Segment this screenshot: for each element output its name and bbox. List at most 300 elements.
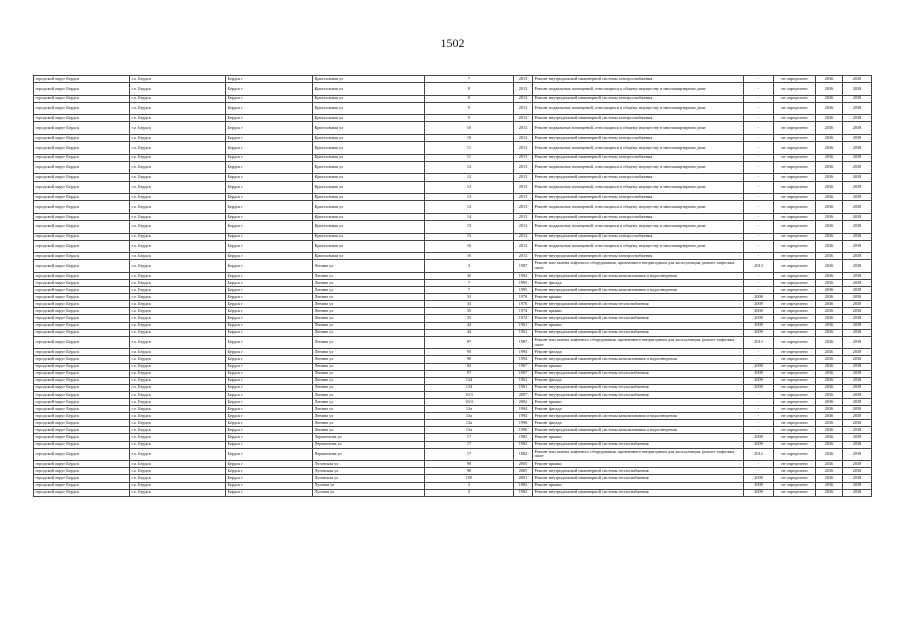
cell-cost: не определено bbox=[774, 154, 816, 161]
cell-district: г.о. Бердск bbox=[130, 482, 226, 489]
cell-build-year: 1995 bbox=[514, 279, 533, 286]
cell-start-year: 2036 bbox=[816, 413, 843, 420]
cell-build-year: 1996 bbox=[514, 420, 533, 427]
cell-work-type: Ремонт подвальных помещений, относящихся к общему имуществу в многоквартирном доме bbox=[533, 220, 744, 233]
cell-house-number: 33 bbox=[425, 301, 514, 308]
cell-end-year: 2038 bbox=[843, 427, 872, 434]
cell-start-year: 2036 bbox=[816, 115, 843, 122]
table-row bbox=[34, 377, 872, 384]
cell-work-type: Ремонт подвальных помещений, относящихся к общему имуществу в многоквартирном доме bbox=[533, 122, 744, 135]
cell-municipality: городской округ Бердск bbox=[34, 253, 130, 260]
cell-house-number: 14 bbox=[425, 213, 514, 220]
cell-district: г.о. Бердск bbox=[130, 434, 226, 441]
cell-build-year: 1994 bbox=[514, 406, 533, 413]
cell-city: Бердск г bbox=[226, 301, 313, 308]
cell-municipality: городской округ Бердск bbox=[34, 356, 130, 363]
cell-cost: не определено bbox=[774, 95, 816, 102]
cell-municipality: городской округ Бердск bbox=[34, 475, 130, 482]
cell-municipality: городской округ Бердск bbox=[34, 220, 130, 233]
cell-district: г.о. Бердск bbox=[130, 83, 226, 96]
cell-build-year: 1994 bbox=[514, 349, 533, 356]
cell-district: г.о. Бердск bbox=[130, 174, 226, 181]
cell-street: Лермонтова ул bbox=[313, 441, 425, 448]
cell-street: Ленина ул bbox=[313, 329, 425, 336]
cell-work-type: Ремонт внутридомовой инженерной системы электроснабжения bbox=[533, 253, 744, 260]
cell-city: Бердск г bbox=[226, 154, 313, 161]
cell-build-year: 1994 bbox=[514, 356, 533, 363]
cell-street: Ленина ул bbox=[313, 336, 425, 349]
cell-district: г.о. Бердск bbox=[130, 315, 226, 322]
cell-work-type: Ремонт внутридомовой инженерной системы теплоснабжения bbox=[533, 301, 744, 308]
cell-cost: не определено bbox=[774, 240, 816, 253]
cell-municipality: городской округ Бердск bbox=[34, 174, 130, 181]
cell-municipality: городской округ Бердск bbox=[34, 102, 130, 115]
cell-last-repair-year: - bbox=[744, 349, 774, 356]
cell-district: г.о. Бердск bbox=[130, 253, 226, 260]
cell-municipality: городской округ Бердск bbox=[34, 161, 130, 174]
table-row bbox=[34, 240, 872, 253]
cell-last-repair-year: - bbox=[744, 213, 774, 220]
cell-work-type: Ремонт внутридомовой инженерной системы канализования и водоотведения bbox=[533, 413, 744, 420]
cell-street: Кристальная ул bbox=[313, 76, 425, 83]
cell-cost: не определено bbox=[774, 279, 816, 286]
cell-start-year: 2036 bbox=[816, 135, 843, 142]
cell-municipality: городской округ Бердск bbox=[34, 213, 130, 220]
cell-district: г.о. Бердск bbox=[130, 468, 226, 475]
table-row bbox=[34, 294, 872, 301]
cell-work-type: Ремонт внутридомовой инженерной системы теплоснабжения bbox=[533, 370, 744, 377]
cell-house-number: 2 bbox=[425, 482, 514, 489]
cell-municipality: городской округ Бердск bbox=[34, 413, 130, 420]
cell-municipality: городской округ Бердск bbox=[34, 427, 130, 434]
cell-municipality: городской округ Бердск bbox=[34, 315, 130, 322]
cell-build-year: 1982 bbox=[514, 448, 533, 461]
cell-municipality: городской округ Бердск bbox=[34, 482, 130, 489]
cell-street: Кристальная ул bbox=[313, 154, 425, 161]
cell-municipality: городской округ Бердск bbox=[34, 260, 130, 273]
cell-start-year: 2036 bbox=[816, 95, 843, 102]
cell-district: г.о. Бердск bbox=[130, 427, 226, 434]
cell-city: Бердск г bbox=[226, 489, 313, 496]
cell-district: г.о. Бердск bbox=[130, 287, 226, 294]
cell-district: г.о. Бердск bbox=[130, 135, 226, 142]
cell-city: Бердск г bbox=[226, 95, 313, 102]
cell-last-repair-year: 2012 bbox=[744, 448, 774, 461]
cell-last-repair-year: - bbox=[744, 194, 774, 201]
cell-house-number: 13а bbox=[425, 406, 514, 413]
cell-city: Бердск г bbox=[226, 260, 313, 273]
cell-cost: не определено bbox=[774, 272, 816, 279]
cell-last-repair-year: - bbox=[744, 420, 774, 427]
cell-work-type: Ремонт крыши bbox=[533, 461, 744, 468]
cell-municipality: городской округ Бердск bbox=[34, 287, 130, 294]
cell-street: Ленина ул bbox=[313, 384, 425, 391]
cell-work-type: Ремонт подвальных помещений, относящихся к общему имуществу в многоквартирном доме bbox=[533, 102, 744, 115]
cell-street: Ленина ул bbox=[313, 315, 425, 322]
cell-last-repair-year: - bbox=[744, 122, 774, 135]
cell-end-year: 2038 bbox=[843, 181, 872, 194]
cell-start-year: 2036 bbox=[816, 461, 843, 468]
cell-work-type: Ремонт подвальных помещений, относящихся к общему имуществу в многоквартирном доме bbox=[533, 161, 744, 174]
cell-build-year: 1996 bbox=[514, 427, 533, 434]
cell-city: Бердск г bbox=[226, 294, 313, 301]
cell-municipality: городской округ Бердск bbox=[34, 336, 130, 349]
cell-house-number: 8 bbox=[425, 83, 514, 96]
cell-municipality: городской округ Бердск bbox=[34, 420, 130, 427]
cell-cost: не определено bbox=[774, 301, 816, 308]
table-row bbox=[34, 253, 872, 260]
cell-end-year: 2038 bbox=[843, 154, 872, 161]
cell-work-type: Ремонт внутридомовой инженерной системы электроснабжения bbox=[533, 95, 744, 102]
cell-city: Бердск г bbox=[226, 349, 313, 356]
cell-start-year: 2036 bbox=[816, 356, 843, 363]
cell-last-repair-year: - bbox=[744, 398, 774, 405]
cell-street: Луговая ул bbox=[313, 482, 425, 489]
cell-municipality: городской округ Бердск bbox=[34, 279, 130, 286]
cell-street: Кристальная ул bbox=[313, 220, 425, 233]
cell-city: Бердск г bbox=[226, 161, 313, 174]
cell-work-type: Ремонт или замена лифтового оборудования, признанного непригодным для эксплуатации, ремонт лифтовых шахт bbox=[533, 336, 744, 349]
cell-end-year: 2038 bbox=[843, 174, 872, 181]
cell-house-number: 15 bbox=[425, 233, 514, 240]
cell-street: Ленина ул bbox=[313, 427, 425, 434]
cell-start-year: 2036 bbox=[816, 76, 843, 83]
cell-build-year: 1974 bbox=[514, 315, 533, 322]
table-row bbox=[34, 315, 872, 322]
cell-district: г.о. Бердск bbox=[130, 161, 226, 174]
cell-cost: не определено bbox=[774, 315, 816, 322]
cell-district: г.о. Бердск bbox=[130, 413, 226, 420]
cell-start-year: 2036 bbox=[816, 233, 843, 240]
cell-start-year: 2036 bbox=[816, 427, 843, 434]
table-row bbox=[34, 272, 872, 279]
cell-start-year: 2036 bbox=[816, 308, 843, 315]
cell-start-year: 2036 bbox=[816, 384, 843, 391]
table-row bbox=[34, 398, 872, 405]
cell-district: г.о. Бердск bbox=[130, 301, 226, 308]
cell-start-year: 2036 bbox=[816, 315, 843, 322]
table-row bbox=[34, 287, 872, 294]
cell-municipality: городской округ Бердск bbox=[34, 272, 130, 279]
cell-house-number: 13 bbox=[425, 194, 514, 201]
cell-work-type: Ремонт или замена лифтового оборудования, признанного непригодным для эксплуатации, ремонт лифтовых шахт bbox=[533, 260, 744, 273]
cell-district: г.о. Бердск bbox=[130, 420, 226, 427]
cell-start-year: 2036 bbox=[816, 391, 843, 398]
cell-city: Бердск г bbox=[226, 434, 313, 441]
cell-district: г.о. Бердск bbox=[130, 95, 226, 102]
table-row bbox=[34, 102, 872, 115]
cell-start-year: 2036 bbox=[816, 260, 843, 273]
table-row bbox=[34, 194, 872, 201]
cell-street: Ленина ул bbox=[313, 370, 425, 377]
cell-build-year: 1961 bbox=[514, 329, 533, 336]
cell-start-year: 2036 bbox=[816, 83, 843, 96]
cell-start-year: 2036 bbox=[816, 363, 843, 370]
cell-district: г.о. Бердск bbox=[130, 406, 226, 413]
cell-street: Ленина ул bbox=[313, 301, 425, 308]
cell-start-year: 2036 bbox=[816, 181, 843, 194]
cell-work-type: Ремонт крыши bbox=[533, 482, 744, 489]
cell-municipality: городской округ Бердск bbox=[34, 240, 130, 253]
cell-city: Бердск г bbox=[226, 308, 313, 315]
cell-last-repair-year: - bbox=[744, 233, 774, 240]
cell-municipality: городской округ Бердск bbox=[34, 384, 130, 391]
cell-district: г.о. Бердск bbox=[130, 181, 226, 194]
cell-last-repair-year: - bbox=[744, 240, 774, 253]
table-row bbox=[34, 406, 872, 413]
cell-end-year: 2038 bbox=[843, 122, 872, 135]
cell-house-number: 7 bbox=[425, 287, 514, 294]
table-row bbox=[34, 391, 872, 398]
cell-house-number: 17 bbox=[425, 434, 514, 441]
cell-end-year: 2038 bbox=[843, 260, 872, 273]
cell-municipality: городской округ Бердск bbox=[34, 301, 130, 308]
cell-street: Ленина ул bbox=[313, 398, 425, 405]
cell-city: Бердск г bbox=[226, 287, 313, 294]
cell-district: г.о. Бердск bbox=[130, 213, 226, 220]
cell-city: Бердск г bbox=[226, 384, 313, 391]
cell-build-year: 2013 bbox=[514, 181, 533, 194]
cell-last-repair-year: 2013 bbox=[744, 336, 774, 349]
table-row bbox=[34, 468, 872, 475]
cell-street: Кристальная ул bbox=[313, 122, 425, 135]
cell-street: Ленина ул bbox=[313, 279, 425, 286]
cell-cost: не определено bbox=[774, 398, 816, 405]
cell-street: Кристальная ул bbox=[313, 174, 425, 181]
cell-cost: не определено bbox=[774, 384, 816, 391]
cell-end-year: 2038 bbox=[843, 448, 872, 461]
cell-work-type: Ремонт внутридомовой инженерной системы теплоснабжения bbox=[533, 441, 744, 448]
cell-street: Ленина ул bbox=[313, 308, 425, 315]
cell-work-type: Ремонт внутридомовой инженерной системы канализования и водоотведения bbox=[533, 356, 744, 363]
cell-start-year: 2036 bbox=[816, 377, 843, 384]
cell-last-repair-year: 2008 bbox=[744, 315, 774, 322]
cell-end-year: 2038 bbox=[843, 308, 872, 315]
cell-city: Бердск г bbox=[226, 329, 313, 336]
cell-municipality: городской округ Бердск bbox=[34, 391, 130, 398]
cell-street: Ленина ул bbox=[313, 391, 425, 398]
cell-last-repair-year: 2008 bbox=[744, 434, 774, 441]
cell-last-repair-year: - bbox=[744, 356, 774, 363]
cell-street: Кристальная ул bbox=[313, 102, 425, 115]
cell-district: г.о. Бердск bbox=[130, 233, 226, 240]
cell-city: Бердск г bbox=[226, 135, 313, 142]
cell-street: Кристальная ул bbox=[313, 83, 425, 96]
cell-work-type: Ремонт подвальных помещений, относящихся к общему имуществу в многоквартирном доме bbox=[533, 83, 744, 96]
cell-last-repair-year: - bbox=[744, 135, 774, 142]
cell-end-year: 2038 bbox=[843, 413, 872, 420]
cell-house-number: 3 bbox=[425, 260, 514, 273]
repair-schedule-table bbox=[33, 75, 872, 497]
cell-build-year: 1987 bbox=[514, 260, 533, 273]
cell-build-year: 2013 bbox=[514, 194, 533, 201]
table-row bbox=[34, 336, 872, 349]
cell-end-year: 2038 bbox=[843, 253, 872, 260]
cell-build-year: 2013 bbox=[514, 142, 533, 155]
cell-work-type: Ремонт подвальных помещений, относящихся к общему имуществу в многоквартирном доме bbox=[533, 181, 744, 194]
cell-start-year: 2036 bbox=[816, 220, 843, 233]
cell-start-year: 2036 bbox=[816, 240, 843, 253]
cell-house-number: 35 bbox=[425, 315, 514, 322]
cell-district: г.о. Бердск bbox=[130, 294, 226, 301]
cell-district: г.о. Бердск bbox=[130, 220, 226, 233]
cell-work-type: Ремонт внутридомовой инженерной системы электроснабжения bbox=[533, 135, 744, 142]
cell-district: г.о. Бердск bbox=[130, 349, 226, 356]
cell-work-type: Ремонт внутридомовой инженерной системы теплоснабжения bbox=[533, 315, 744, 322]
cell-street: Ленина ул bbox=[313, 377, 425, 384]
table-row bbox=[34, 135, 872, 142]
cell-build-year: 2007 bbox=[514, 391, 533, 398]
cell-end-year: 2038 bbox=[843, 272, 872, 279]
cell-build-year: 2002 bbox=[514, 398, 533, 405]
cell-end-year: 2038 bbox=[843, 213, 872, 220]
cell-start-year: 2036 bbox=[816, 468, 843, 475]
cell-municipality: городской округ Бердск bbox=[34, 377, 130, 384]
cell-municipality: городской округ Бердск bbox=[34, 448, 130, 461]
cell-last-repair-year: 2008 bbox=[744, 363, 774, 370]
cell-municipality: городской округ Бердск bbox=[34, 406, 130, 413]
cell-district: г.о. Бердск bbox=[130, 272, 226, 279]
cell-end-year: 2038 bbox=[843, 194, 872, 201]
cell-end-year: 2038 bbox=[843, 363, 872, 370]
table-row bbox=[34, 349, 872, 356]
cell-end-year: 2038 bbox=[843, 434, 872, 441]
cell-district: г.о. Бердск bbox=[130, 279, 226, 286]
cell-start-year: 2036 bbox=[816, 448, 843, 461]
cell-end-year: 2038 bbox=[843, 95, 872, 102]
cell-last-repair-year: 2008 bbox=[744, 294, 774, 301]
cell-house-number: 33 bbox=[425, 294, 514, 301]
cell-house-number: 92 bbox=[425, 363, 514, 370]
cell-last-repair-year: 2008 bbox=[744, 384, 774, 391]
cell-end-year: 2038 bbox=[843, 482, 872, 489]
cell-work-type: Ремонт фасада bbox=[533, 349, 744, 356]
cell-municipality: городской округ Бердск bbox=[34, 135, 130, 142]
cell-house-number: 10/3 bbox=[425, 391, 514, 398]
cell-cost: не определено bbox=[774, 363, 816, 370]
cell-cost: не определено bbox=[774, 287, 816, 294]
cell-last-repair-year: 2008 bbox=[744, 301, 774, 308]
cell-start-year: 2036 bbox=[816, 420, 843, 427]
cell-build-year: 2013 bbox=[514, 161, 533, 174]
cell-street: Ленина ул bbox=[313, 363, 425, 370]
cell-build-year: 1994 bbox=[514, 272, 533, 279]
cell-last-repair-year: - bbox=[744, 174, 774, 181]
cell-city: Бердск г bbox=[226, 468, 313, 475]
cell-end-year: 2038 bbox=[843, 336, 872, 349]
cell-street: Луговская ул bbox=[313, 475, 425, 482]
cell-district: г.о. Бердск bbox=[130, 475, 226, 482]
cell-city: Бердск г bbox=[226, 181, 313, 194]
cell-start-year: 2036 bbox=[816, 174, 843, 181]
cell-work-type: Ремонт внутридомовой инженерной системы теплоснабжения bbox=[533, 475, 744, 482]
cell-municipality: городской округ Бердск bbox=[34, 95, 130, 102]
cell-city: Бердск г bbox=[226, 279, 313, 286]
cell-street: Кристальная ул bbox=[313, 181, 425, 194]
cell-work-type: Ремонт фасада bbox=[533, 420, 744, 427]
table-row bbox=[34, 441, 872, 448]
cell-build-year: 1982 bbox=[514, 482, 533, 489]
cell-start-year: 2036 bbox=[816, 102, 843, 115]
cell-last-repair-year: 2008 bbox=[744, 329, 774, 336]
cell-house-number: 12 bbox=[425, 161, 514, 174]
cell-house-number: 11 bbox=[425, 154, 514, 161]
table-row bbox=[34, 384, 872, 391]
cell-last-repair-year: - bbox=[744, 76, 774, 83]
cell-build-year: 2013 bbox=[514, 122, 533, 135]
cell-start-year: 2036 bbox=[816, 489, 843, 496]
cell-build-year: 2013 bbox=[514, 95, 533, 102]
cell-house-number: 2 bbox=[425, 489, 514, 496]
cell-city: Бердск г bbox=[226, 83, 313, 96]
cell-work-type: Ремонт подвальных помещений, относящихся к общему имуществу в многоквартирном доме bbox=[533, 240, 744, 253]
cell-last-repair-year: - bbox=[744, 181, 774, 194]
cell-work-type: Ремонт крыши bbox=[533, 398, 744, 405]
cell-work-type: Ремонт внутридомовой инженерной системы электроснабжения bbox=[533, 194, 744, 201]
cell-build-year: 2005 bbox=[514, 468, 533, 475]
table-row bbox=[34, 95, 872, 102]
cell-work-type: Ремонт крыши bbox=[533, 308, 744, 315]
cell-cost: не определено bbox=[774, 427, 816, 434]
cell-cost: не определено bbox=[774, 413, 816, 420]
cell-district: г.о. Бердск bbox=[130, 240, 226, 253]
cell-house-number: 90 bbox=[425, 356, 514, 363]
cell-city: Бердск г bbox=[226, 272, 313, 279]
cell-municipality: городской округ Бердск bbox=[34, 434, 130, 441]
cell-cost: не определено bbox=[774, 356, 816, 363]
cell-city: Бердск г bbox=[226, 240, 313, 253]
cell-house-number: 9 bbox=[425, 115, 514, 122]
cell-cost: не определено bbox=[774, 441, 816, 448]
cell-build-year: 2013 bbox=[514, 253, 533, 260]
table-row bbox=[34, 233, 872, 240]
cell-city: Бердск г bbox=[226, 213, 313, 220]
table-row bbox=[34, 154, 872, 161]
cell-build-year: 2005 bbox=[514, 461, 533, 468]
cell-end-year: 2038 bbox=[843, 441, 872, 448]
cell-end-year: 2038 bbox=[843, 356, 872, 363]
cell-build-year: 1976 bbox=[514, 301, 533, 308]
cell-district: г.о. Бердск bbox=[130, 384, 226, 391]
cell-work-type: Ремонт внутридомовой инженерной системы электроснабжения bbox=[533, 233, 744, 240]
cell-start-year: 2036 bbox=[816, 482, 843, 489]
cell-district: г.о. Бердск bbox=[130, 398, 226, 405]
cell-start-year: 2036 bbox=[816, 287, 843, 294]
cell-cost: не определено bbox=[774, 161, 816, 174]
cell-house-number: 98 bbox=[425, 468, 514, 475]
cell-cost: не определено bbox=[774, 233, 816, 240]
table-row bbox=[34, 356, 872, 363]
table-row bbox=[34, 122, 872, 135]
cell-build-year: 2013 bbox=[514, 240, 533, 253]
cell-end-year: 2038 bbox=[843, 201, 872, 214]
cell-last-repair-year: - bbox=[744, 201, 774, 214]
cell-end-year: 2038 bbox=[843, 377, 872, 384]
cell-end-year: 2038 bbox=[843, 294, 872, 301]
cell-district: г.о. Бердск bbox=[130, 391, 226, 398]
cell-house-number: 134 bbox=[425, 384, 514, 391]
cell-work-type: Ремонт внутридомовой инженерной системы канализования и водоотведения bbox=[533, 272, 744, 279]
cell-last-repair-year: - bbox=[744, 461, 774, 468]
cell-street: Ленина ул bbox=[313, 287, 425, 294]
cell-house-number: 98 bbox=[425, 461, 514, 468]
cell-last-repair-year: 2013 bbox=[744, 260, 774, 273]
cell-end-year: 2038 bbox=[843, 391, 872, 398]
cell-work-type: Ремонт внутридомовой инженерной системы электроснабжения bbox=[533, 213, 744, 220]
cell-house-number: 7 bbox=[425, 279, 514, 286]
cell-street: Лермонтова ул bbox=[313, 448, 425, 461]
cell-cost: не определено bbox=[774, 115, 816, 122]
